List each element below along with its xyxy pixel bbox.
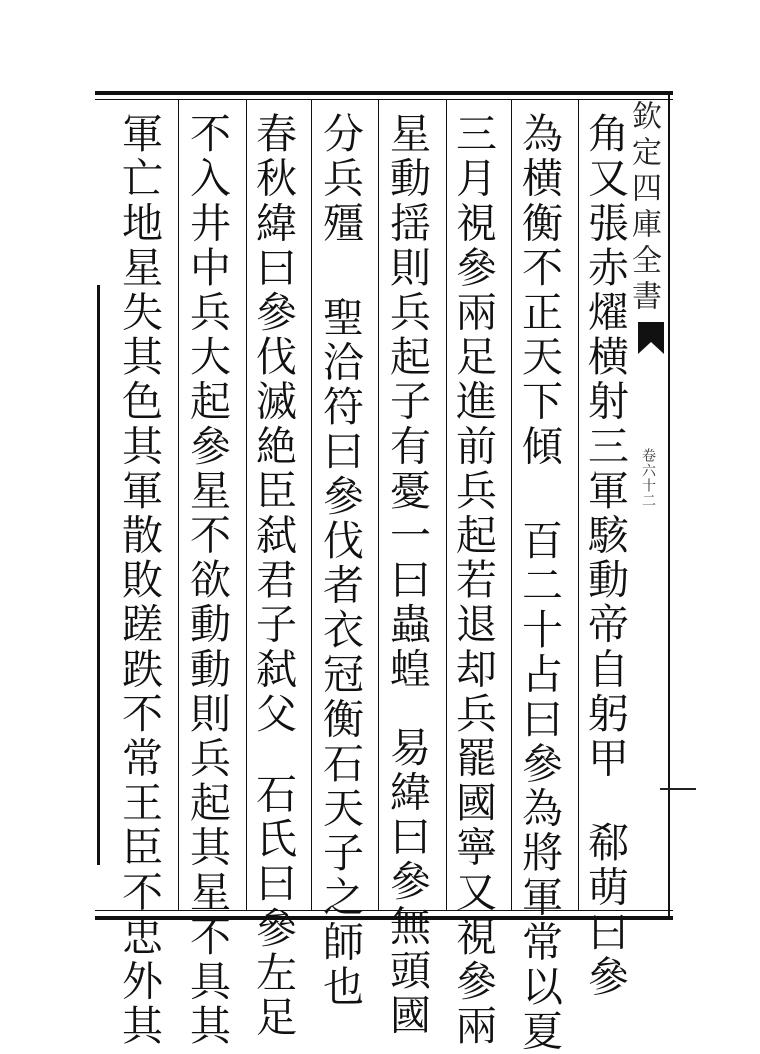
top-border-thick [95, 91, 673, 95]
column-5-note: 聖洽符曰參伐者衣冠衡石天子之師也 [316, 295, 364, 1010]
column-5-main: 分兵殭 [316, 112, 364, 246]
text-column-8 [115, 112, 163, 1049]
leaf-number-dash [660, 788, 696, 790]
column-2-main: 為横衡不正天下傾 [515, 112, 563, 469]
column-1-main: 角又張赤燿横射三軍駭動帝自躬甲 [581, 112, 629, 781]
column-4-note: 易緯曰參無頭國 [383, 725, 431, 1039]
column-4-main: 星動揺則兵起子有憂一曰蟲蝗 [383, 112, 431, 692]
fish-tail-mark-icon [636, 320, 666, 356]
column-6-note: 石氏曰參左足 [249, 772, 297, 1041]
column-rule-7 [178, 100, 179, 910]
column-rule-3 [446, 100, 447, 910]
column-1-note: 郗萌曰參 [581, 821, 629, 1000]
column-rule-4 [378, 100, 379, 910]
column-8-main: 軍亡地星失其色其軍散敗蹉跌不常王臣不忠外其 [115, 112, 163, 1049]
text-column-3 [449, 112, 497, 1049]
left-border [97, 285, 100, 865]
text-column-7 [183, 112, 231, 1049]
text-column-6 [249, 112, 297, 1041]
text-column-1 [581, 112, 629, 1000]
column-rule-5 [311, 100, 312, 910]
top-border-thin [95, 99, 673, 100]
column-7-main: 不入井中兵大起參星不欲動動則兵起其星不具其 [183, 112, 231, 1049]
column-2-note: 百二十占曰參為將軍常以夏 [515, 518, 563, 1054]
text-column-2 [515, 112, 563, 1054]
column-rule-6 [246, 100, 247, 910]
column-rule-2 [511, 100, 512, 910]
column-rule-1 [578, 100, 579, 910]
text-column-4 [383, 112, 431, 1039]
text-column-5 [316, 112, 364, 1010]
right-border [668, 95, 670, 920]
margin-juan-number: 卷六十二 [640, 448, 656, 508]
column-6-main: 春秋緯曰參伐滅絶臣弑君子弑父 [249, 112, 297, 737]
margin-book-title: 欽定四庫全書 [626, 100, 661, 316]
column-3-main: 三月視參兩足進前兵起若退却兵罷國寧又視參兩 [449, 112, 497, 1049]
